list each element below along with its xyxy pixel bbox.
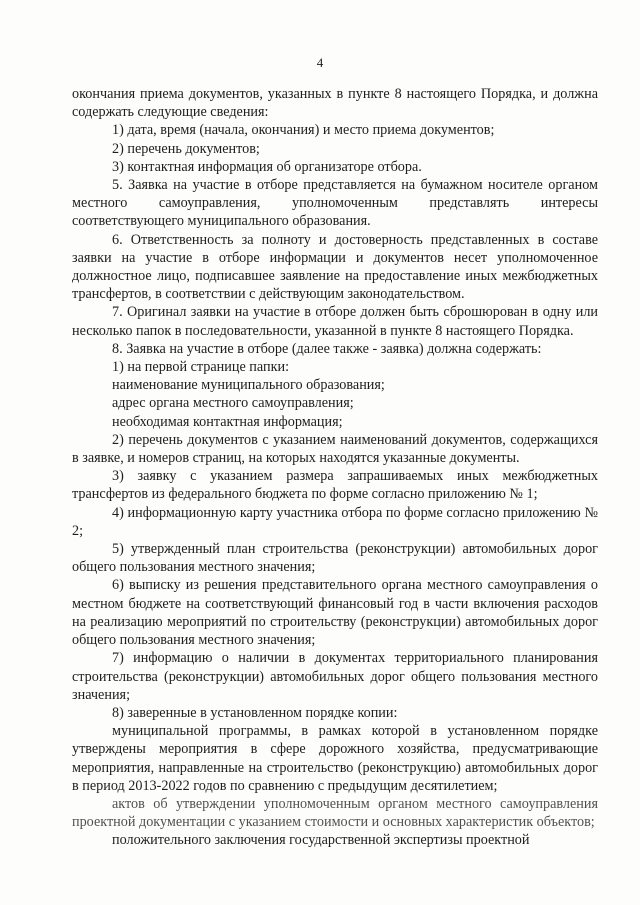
paragraph: окончания приема документов, указанных в пункте 8 настоящего Порядка, и должна содержать следующие сведения: [72, 86, 598, 121]
paragraph: 2) перечень документов; [112, 140, 260, 157]
paragraph: 3) контактная информация об организаторе отбора. [112, 158, 422, 175]
paragraph: 5) утвержденный план строительства (реконструкции) автомобильных дорог общего пользования местного значения; [72, 541, 598, 576]
paragraph: положительного заключения государственной экспертизы проектной [112, 832, 530, 849]
paragraph: наименование муниципального образования; [112, 377, 385, 394]
paragraph: 7) информацию о наличии в документах территориального планирования строительства (реконструкции) автомобильных дорог общего пользования местного значения; [72, 650, 598, 703]
paragraph: 7. Оригинал заявки на участие в отборе должен быть сброшюрован в одну или несколько папок в последовательности, указанной в пункте 8 настоящего Порядка. [72, 304, 598, 339]
paragraph: муниципальной программы, в рамках которой в установленном порядке утверждены мероприятия в сфере дорожного хозяйства, предусматривающие мероприятия, направленные на строительство (реконструкцию) автомобильных дорог в период 2013-2022 годов по сравнению с предыдущим десятилетием; [72, 723, 598, 794]
paragraph: 6. Ответственность за полноту и достоверность представленных в составе заявки на участие в отборе информации и документов несет уполномоченное должностное лицо, подписавшее заявление на предоставление иных межбюджетных трансфертов, в соответствии с действующим законодательством. [72, 231, 598, 303]
paragraph: 8) заверенные в установленном порядке копии: [112, 704, 398, 721]
paragraph: 8. Заявка на участие в отборе (далее также - заявка) должна содержать: [112, 340, 542, 357]
paragraph: 3) заявку с указанием размера запрашиваемых иных межбюджетных трансфертов из федерального бюджета по форме согласно приложению № 1; [72, 468, 598, 503]
paragraph: актов об утверждении уполномоченным органом местного самоуправления проектной документации с указанием стоимости и основных характеристик объектов; [72, 795, 598, 831]
paragraph: адрес органа местного самоуправления; [112, 395, 354, 412]
paragraph: необходимая контактная информация; [112, 413, 343, 430]
paragraph: 1) на первой странице папки: [112, 359, 290, 376]
paragraph: 4) информационную карту участника отбора по форме согласно приложению № 2; [72, 504, 598, 539]
paragraph: 2) перечень документов с указанием наименований документов, содержащихся в заявке, и номеров страниц, на которых находятся указанные документы. [72, 431, 598, 467]
paragraph: 5. Заявка на участие в отборе представляется на бумажном носителе органом местного самоуправления, уполномоченным представлять интересы соответствующего муниципального образования. [72, 177, 598, 230]
document-body [72, 85, 598, 850]
paragraph: 6) выписку из решения представительного органа местного самоуправления о местном бюджете на соответствующий финансовый год в части включения расходов на реализацию мероприятий по строительству (реконструкции) автомобильных дорог общего пользования местного значения; [72, 577, 598, 649]
paragraph: 1) дата, время (начала, окончания) и место приема документов; [112, 122, 495, 139]
page-number: 4 [316, 55, 324, 70]
